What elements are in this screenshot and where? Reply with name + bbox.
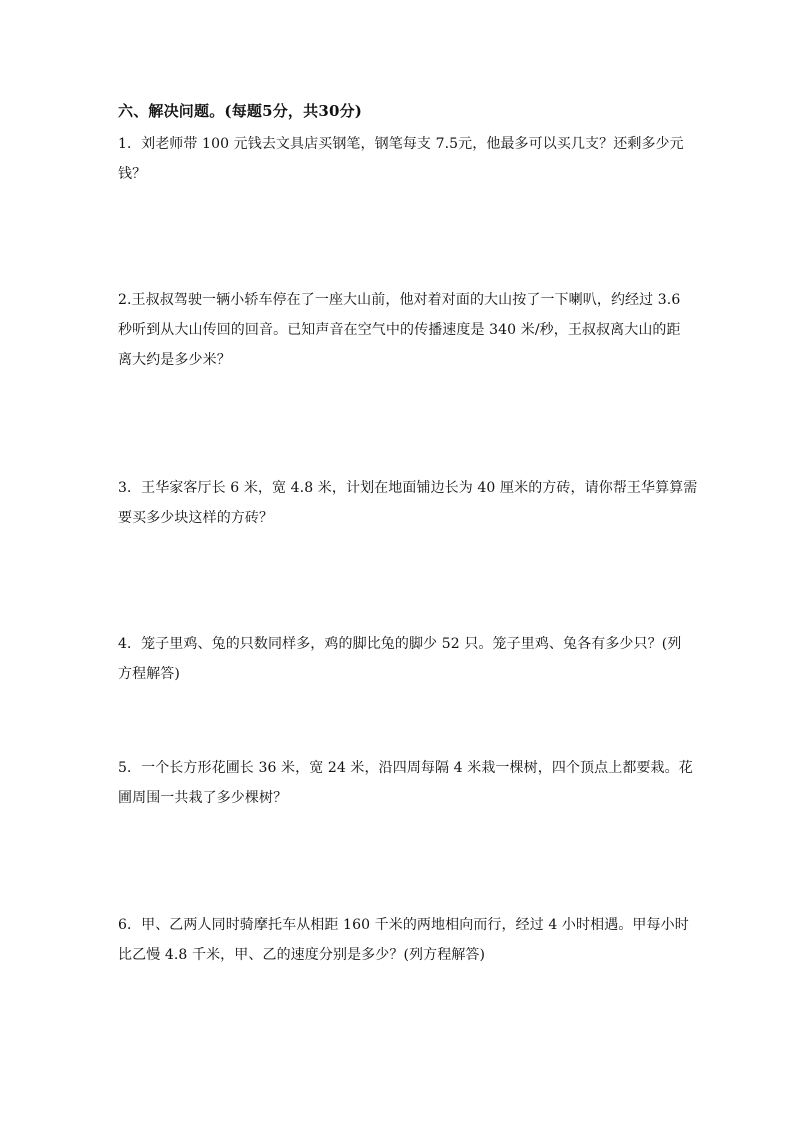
section-title: 六、解决问题。(每题5分，共30分) <box>118 102 363 120</box>
question-6 <box>118 910 689 970</box>
question-5 <box>118 753 693 813</box>
question-6-line-2: 比乙慢 4.8 千米，甲、乙的速度分别是多少？(列方程解答) <box>118 947 486 963</box>
question-3 <box>118 473 698 533</box>
question-1 <box>118 129 684 189</box>
question-3-line-1: 3．王华家客厅长 6 米，宽 4.8 米，计划在地面铺边长为 40 厘米的方砖，请你帮王华算算需 <box>118 480 698 496</box>
question-1-line-2: 钱？ <box>118 166 147 182</box>
question-4-line-2: 方程解答) <box>118 666 180 682</box>
question-4 <box>118 629 682 689</box>
question-6-line-1: 6．甲、乙两人同时骑摩托车从相距 160 千米的两地相向而行，经过 4 小时相遇。甲每小时 <box>118 917 689 933</box>
question-2-line-3: 离大约是多少米？ <box>118 352 231 368</box>
question-1-line-1: 1．刘老师带 100 元钱去文具店买钢笔，钢笔每支 7.5元，他最多可以买几支？还剩多少元 <box>118 136 684 152</box>
question-4-line-1: 4．笼子里鸡、兔的只数同样多，鸡的脚比兔的脚少 52 只。笼子里鸡、兔各有多少只？(列 <box>118 636 682 652</box>
question-5-line-1: 5．一个长方形花圃长 36 米，宽 24 米，沿四周每隔 4 米栽一棵树，四个顶点上都要栽。花 <box>118 760 693 776</box>
question-5-line-2: 圃周围一共栽了多少棵树？ <box>118 790 288 806</box>
question-2-line-2: 秒听到从大山传回的回音。已知声音在空气中的传播速度是 340 米/秒，王叔叔离大山的距 <box>118 322 681 338</box>
question-3-line-2: 要买多少块这样的方砖？ <box>118 510 274 526</box>
question-2 <box>118 285 681 375</box>
question-2-line-1: 2.王叔叔驾驶一辆小轿车停在了一座大山前，他对着对面的大山按了一下喇叭，约经过 3.6 <box>118 292 681 308</box>
